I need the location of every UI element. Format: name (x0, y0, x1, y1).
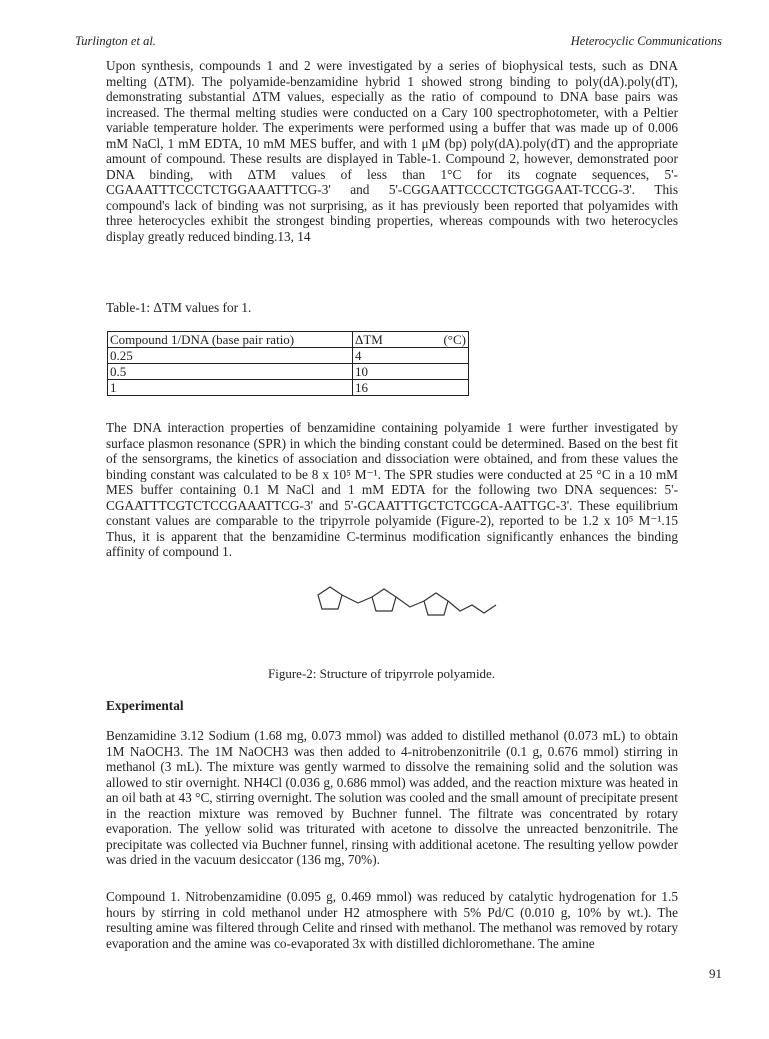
table-cell: 16 (353, 380, 469, 396)
table-row (108, 380, 469, 396)
delta-tm-header: ΔTM (355, 332, 383, 347)
paragraph-text: Benzamidine 3.12 Sodium (1.68 mg, 0.073 mmol) was added to distilled methanol (0.073 mL) to obtain 1M NaOCH3. The 1M NaOCH3 was then added to 4-nitrobenzonitrile (0.1 g, 0.676 mmol) stirring in methanol (3 mL). The mixture was gently warmed to dissolve the remaining solid and the solution was allowed to stir overnight. NH4Cl (0.036 g, 0.686 mmol) was added, and the reaction mixture was heated in an oil bath at 43 °C, stirring overnight. The solution was cooled and the small amount of precipitate present in the reaction mixture was removed by Buchner funnel. The filtrate was concentrated by rotary evaporation. The yellow solid was triturated with acetone to dissolve the unreacted benzonitrile. The precipitate was collected via Buchner funnel, rinsing with additional acetone. The resulting yellow powder was dried in the vacuum desiccator (136 mg, 70%). (106, 728, 678, 867)
table-cell: 4 (353, 348, 469, 364)
table-cell: 10 (353, 364, 469, 380)
paragraph-dna-melting (106, 58, 678, 244)
paragraph-text: Upon synthesis, compounds 1 and 2 were investigated by a series of biophysical tests, such as DNA melting (ΔTM). The polyamide-benzamidine hybrid 1 showed strong binding to poly(dA).poly(dT), demonstrating substantial ΔTM values, especially as the ratio of compound to DNA base pairs was increased. The thermal melting studies were conducted on a Cary 100 spectrophotometer, with a Peltier variable temperature holder. The experiments were performed using a buffer that was made up of 0.006 mM NaCl, 1 mM EDTA, 10 mM MES buffer, and with 1 μM (bp) poly(dA).poly(dT) and the appropriate amount of compound. These results are displayed in Table-1. Compound 2, however, demonstrated poor DNA binding, with ΔTM values of less than 1°C for its cognate sequences, 5'-CGAAATTTCCCTCTGGAAATTTCG-3' and 5'-CGGAATTCCCCTCTGGGAAT-TCCG-3'. This compound's lack of binding was not surprising, as it has previously been reported that polyamides with three heterocycles exhibit the strongest binding properties, whereas compounds with two heterocycles display greatly reduced binding.13, 14 (106, 58, 678, 244)
table-row (108, 348, 469, 364)
table-cell: 1 (108, 380, 353, 396)
paragraph-text: The DNA interaction properties of benzamidine containing polyamide 1 were further investigated by surface plasmon resonance (SPR) in which the binding constant could be determined. Based on the best fit of the sensorgrams, the kinetics of association and dissociation were obtained, and from these values the binding constant was calculated to be 8 x 10⁵ M⁻¹. The SPR studies were conducted at 25 °C in a 10 mM MES buffer containing 0.1 M NaCl and 1 mM EDTA for the following two DNA sequences: 5'-CGAATTTCGTCTCCGAAATTCG-3' and 5'-GCAATTTGCTCTCGCA-AATTGC-3'. These equilibrium constant values are comparable to the tripyrrole polyamide (Figure-2), reported to be 1.2 x 10⁵ M⁻¹.15 Thus, it is apparent that the benzamidine C-terminus modification significantly enhances the binding affinity of compound 1. (106, 420, 678, 559)
table-header-row (108, 332, 469, 348)
section-heading: Experimental (106, 698, 184, 713)
table-cell: 0.25 (108, 348, 353, 364)
page-number: 91 (709, 966, 722, 981)
running-head-left: Turlington et al. (75, 34, 156, 48)
table-row (108, 364, 469, 380)
paragraph-benzamidine (106, 728, 678, 868)
table-header-cell: Compound 1/DNA (base pair ratio) (108, 332, 353, 348)
paragraph-spr (106, 420, 678, 560)
table-cell: 0.5 (108, 364, 353, 380)
paragraph-compound-1 (106, 889, 678, 951)
unit-header: (°C) (443, 332, 466, 347)
paragraph-text: Compound 1. Nitrobenzamidine (0.095 g, 0.469 mmol) was reduced by catalytic hydrogenation for 1.5 hours by stirring in cold methanol under H2 atmosphere with 5% Pd/C (0.010 g, 10% by wt.). The resulting amine was filtered through Celite and rinsed with methanol. The methanol was removed by rotary evaporation and the amine was co-evaporated 3x with distilled dichloromethane. The amine (106, 889, 678, 951)
tm-table (107, 331, 469, 396)
table-header-cell (353, 332, 469, 348)
tripyrrole-structure-diagram (310, 583, 510, 663)
table-caption: Table-1: ΔTM values for 1. (106, 300, 252, 315)
figure-caption: Figure-2: Structure of tripyrrole polyamide. (268, 666, 496, 681)
running-head-right: Heterocyclic Communications (570, 34, 722, 48)
